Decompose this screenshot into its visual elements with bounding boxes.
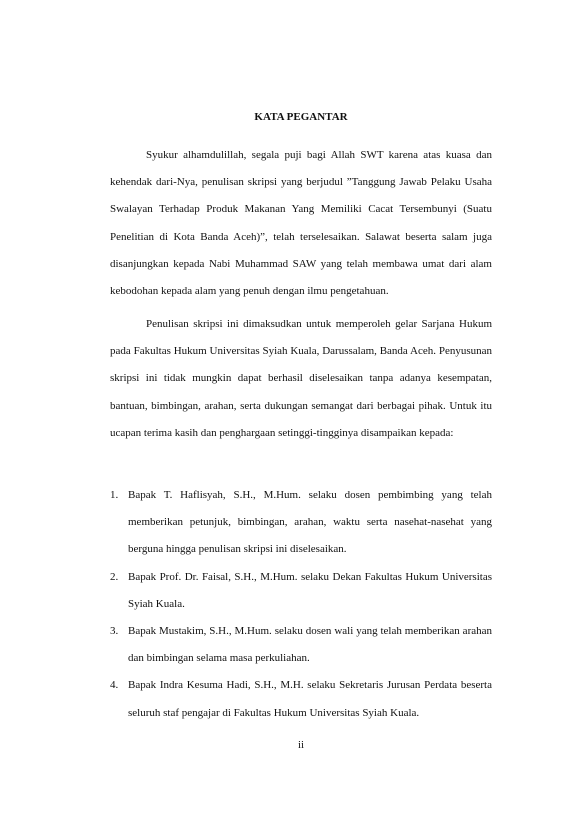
list-item-text: Bapak T. Haflisyah, S.H., M.Hum. selaku dosen pembimbing yang telah memberikan petunjuk, bimbingan, arahan, waktu serta nasehat-nasehat yang berguna hingga penulisan skripsi ini diselesaikan. (128, 489, 492, 556)
acknowledgement-list (110, 482, 492, 727)
document-page (110, 0, 492, 819)
list-item-text: Bapak Prof. Dr. Faisal, S.H., M.Hum. selaku Dekan Fakultas Hukum Universitas Syiah Kuala. (128, 570, 492, 610)
paragraph-purpose: Penulisan skripsi ini dimaksudkan untuk memperoleh gelar Sarjana Hukum pada Fakultas Hukum Universitas Syiah Kuala, Darussalam, Banda Aceh. Penyusunan skripsi ini tidak mungkin dapat berhasil diselesaikan tanpa adanya kesempatan, bantuan, bimbingan, arahan, serta dukungan semangat dari berbagai pihak. Untuk itu ucapan terima kasih dan penghargaan setinggi-tingginya disampaikan kepada: (110, 318, 492, 439)
list-item-number: 1. (110, 489, 119, 501)
list-item-text: Bapak Mustakim, S.H., M.Hum. selaku dosen wali yang telah memberikan arahan dan bimbingan selama masa perkuliahan. (128, 625, 492, 665)
paragraph-intro: Syukur alhamdulillah, segala puji bagi Allah SWT karena atas kuasa dan kehendak dari-Nya, penulisan skripsi yang berjudul ”Tanggung Jawab Pelaku Usaha Swalayan Terhadap Produk Makanan Yang Memiliki Cacat Tersembunyi (Suatu Penelitian di Kota Banda Aceh)”, telah terselesaikan. Salawat beserta salam juga disanjungkan kepada Nabi Muhammad SAW yang telah membawa umat dari alam kebodohan kepada alam yang penuh dengan ilmu pengetahuan. (110, 149, 492, 298)
list-item (110, 618, 492, 672)
list-item (110, 482, 492, 564)
page-title: KATA PEGANTAR (254, 111, 348, 123)
list-item (110, 672, 492, 726)
list-item-number: 2. (110, 570, 119, 583)
list-item (110, 564, 492, 618)
list-item-number: 4. (110, 679, 119, 692)
list-item-number: 3. (110, 625, 119, 638)
list-item-text: Bapak Indra Kesuma Hadi, S.H., M.H. selaku Sekretaris Jurusan Perdata beserta seluruh staf pengajar di Fakultas Hukum Universitas Syiah Kuala. (128, 679, 492, 719)
page-number: ii (297, 739, 305, 751)
